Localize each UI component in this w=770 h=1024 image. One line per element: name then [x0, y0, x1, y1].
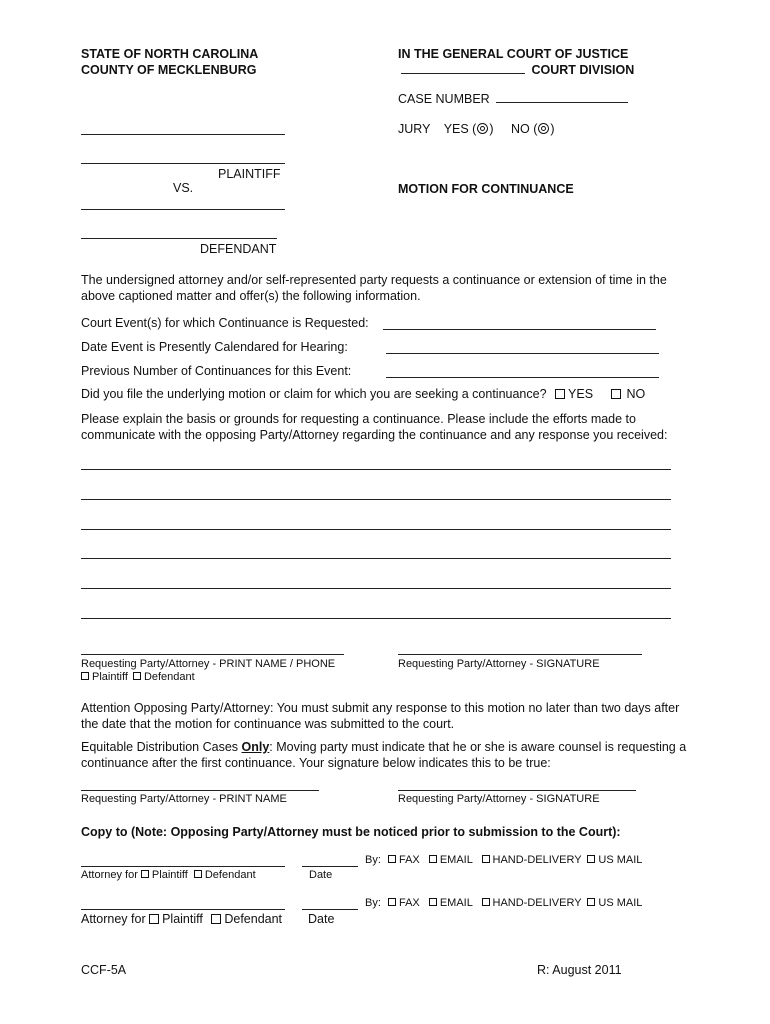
- case-number-row: [398, 92, 631, 106]
- did-you-file-row: [81, 387, 645, 401]
- copy-date-line-2[interactable]: [302, 909, 358, 910]
- us-mail-label-2: US MAIL: [598, 897, 643, 909]
- fax-label-1: FAX: [398, 854, 420, 866]
- copy-to-heading: Copy to (Note: Opposing Party/Attorney must be noticed prior to submission to the Court):: [81, 825, 621, 839]
- hand-delivery-label-1: HAND-DELIVERY: [492, 854, 582, 866]
- copy-attorney-line-1[interactable]: [81, 866, 285, 867]
- fax-checkbox-1[interactable]: [388, 855, 396, 863]
- date-event-label: Date Event is Presently Calendared for Hearing:: [81, 340, 348, 354]
- motion-title: MOTION FOR CONTINUANCE: [398, 182, 574, 196]
- did-you-file-no-label: NO: [626, 387, 646, 401]
- did-you-file-no-checkbox[interactable]: [611, 389, 621, 399]
- attorney-defendant-label-2: Defendant: [224, 912, 283, 926]
- jury-yes-radio[interactable]: [477, 123, 488, 134]
- defendant-checkbox-1[interactable]: [133, 672, 141, 680]
- court-division-label: COURT DIVISION: [531, 63, 635, 77]
- signature-label-1: Requesting Party/Attorney - SIGNATURE: [398, 658, 600, 670]
- fax-checkbox-2[interactable]: [388, 898, 396, 906]
- attorney-for-row-2: [81, 912, 282, 926]
- jury-yes-close: ): [489, 122, 494, 136]
- case-number-field[interactable]: [496, 101, 628, 103]
- hand-delivery-checkbox-2[interactable]: [482, 898, 490, 906]
- attorney-plaintiff-checkbox-1[interactable]: [141, 870, 149, 878]
- court-title: IN THE GENERAL COURT OF JUSTICE: [398, 47, 629, 61]
- plaintiff-name-line-2[interactable]: [81, 163, 285, 164]
- equitable-rest: : Moving party must indicate that he or she is aware counsel is requesting a continuance after the first continuance. Your signature below indicates this to be true:: [81, 740, 687, 770]
- signature-line-2[interactable]: [398, 790, 636, 791]
- by-label-1: By:: [365, 854, 381, 866]
- plaintiff-name-line-1[interactable]: [81, 134, 285, 135]
- did-you-file-yes-checkbox[interactable]: [555, 389, 565, 399]
- copy-attorney-line-2[interactable]: [81, 909, 285, 910]
- defendant-name-line-1[interactable]: [81, 209, 285, 210]
- by-label-2: By:: [365, 897, 381, 909]
- delivery-row-1: [365, 854, 642, 866]
- previous-continuances-field[interactable]: [386, 377, 659, 378]
- email-label-1: EMAIL: [439, 854, 473, 866]
- jury-row: [398, 122, 555, 136]
- case-number-label: CASE NUMBER: [398, 92, 490, 106]
- signature-line-1[interactable]: [398, 654, 642, 655]
- date-label-2: Date: [308, 912, 335, 926]
- did-you-file-yes-label: YES: [568, 387, 594, 401]
- state-heading: STATE OF NORTH CAROLINA: [81, 47, 259, 61]
- date-label-1: Date: [309, 869, 333, 881]
- attorney-for-label-1: Attorney for: [81, 869, 141, 881]
- us-mail-checkbox-2[interactable]: [587, 898, 595, 906]
- equitable-paragraph: [81, 739, 691, 771]
- hand-delivery-label-2: HAND-DELIVERY: [492, 897, 582, 909]
- revision-date: R: August 2011: [537, 963, 622, 977]
- equitable-only: Only: [241, 740, 270, 754]
- intro-paragraph: The undersigned attorney and/or self-represented party requests a continuance or extension of time in the above captioned matter and offer(s) the following information.: [81, 273, 667, 303]
- jury-no-label: NO (: [511, 122, 538, 136]
- email-checkbox-1[interactable]: [429, 855, 437, 863]
- date-event-field[interactable]: [386, 353, 659, 354]
- explanation-line-5[interactable]: [81, 588, 671, 589]
- court-division-row: [398, 63, 634, 77]
- court-events-field[interactable]: [383, 329, 656, 330]
- attorney-defendant-checkbox-2[interactable]: [211, 914, 221, 924]
- county-heading: COUNTY OF MECKLENBURG: [81, 63, 257, 77]
- us-mail-label-1: US MAIL: [598, 854, 643, 866]
- jury-label: JURY: [398, 122, 431, 136]
- attorney-plaintiff-checkbox-2[interactable]: [149, 914, 159, 924]
- court-events-label: Court Event(s) for which Continuance is Requested:: [81, 316, 369, 330]
- print-name-phone-line[interactable]: [81, 654, 344, 655]
- explanation-line-4[interactable]: [81, 558, 671, 559]
- jury-no-close: ): [550, 122, 555, 136]
- email-checkbox-2[interactable]: [429, 898, 437, 906]
- vs-label: VS.: [173, 181, 194, 195]
- jury-no-radio[interactable]: [538, 123, 549, 134]
- party-type-row: [81, 671, 195, 683]
- attorney-defendant-checkbox-1[interactable]: [194, 870, 202, 878]
- plaintiff-checkbox-1[interactable]: [81, 672, 89, 680]
- did-you-file-label: Did you file the underlying motion or claim for which you are seeking a continuance?: [81, 387, 547, 401]
- explanation-line-6[interactable]: [81, 618, 671, 619]
- print-name-phone-label: Requesting Party/Attorney - PRINT NAME / PHONE: [81, 658, 336, 670]
- signature-label-2: Requesting Party/Attorney - SIGNATURE: [398, 793, 600, 805]
- equitable-prefix: Equitable Distribution Cases: [81, 740, 242, 754]
- attorney-for-row-1: [81, 869, 256, 881]
- previous-continuances-label: Previous Number of Continuances for this Event:: [81, 364, 352, 378]
- defendant-label-1: Defendant: [143, 671, 195, 683]
- attorney-plaintiff-label-2: Plaintiff: [162, 912, 203, 926]
- jury-yes-label: YES (: [443, 122, 477, 136]
- explanation-line-3[interactable]: [81, 529, 671, 530]
- defendant-name-line-2[interactable]: [81, 238, 277, 239]
- attention-paragraph: Attention Opposing Party/Attorney: You must submit any response to this motion no later than two days after the date that the motion for continuance was submitted to the court.: [81, 701, 680, 731]
- hand-delivery-checkbox-1[interactable]: [482, 855, 490, 863]
- explanation-line-2[interactable]: [81, 499, 671, 500]
- explanation-line-1[interactable]: [81, 469, 671, 470]
- attorney-for-label-2: Attorney for: [81, 912, 150, 926]
- fax-label-2: FAX: [398, 897, 420, 909]
- print-name-label-2: Requesting Party/Attorney - PRINT NAME: [81, 793, 287, 805]
- us-mail-checkbox-1[interactable]: [587, 855, 595, 863]
- plaintiff-label: PLAINTIFF: [218, 167, 281, 181]
- email-label-2: EMAIL: [439, 897, 473, 909]
- court-division-field[interactable]: [401, 72, 525, 74]
- delivery-row-2: [365, 897, 642, 909]
- explain-paragraph: Please explain the basis or grounds for requesting a continuance. Please include the efforts made to communicate with the opposing Party/Attorney regarding the continuance and any response you received:: [81, 412, 668, 442]
- print-name-line-2[interactable]: [81, 790, 319, 791]
- form-id: CCF-5A: [81, 963, 127, 977]
- attorney-defendant-label-1: Defendant: [204, 869, 256, 881]
- defendant-label: DEFENDANT: [200, 242, 277, 256]
- copy-date-line-1[interactable]: [302, 866, 358, 867]
- attorney-plaintiff-label-1: Plaintiff: [151, 869, 188, 881]
- plaintiff-label-1: Plaintiff: [92, 671, 128, 683]
